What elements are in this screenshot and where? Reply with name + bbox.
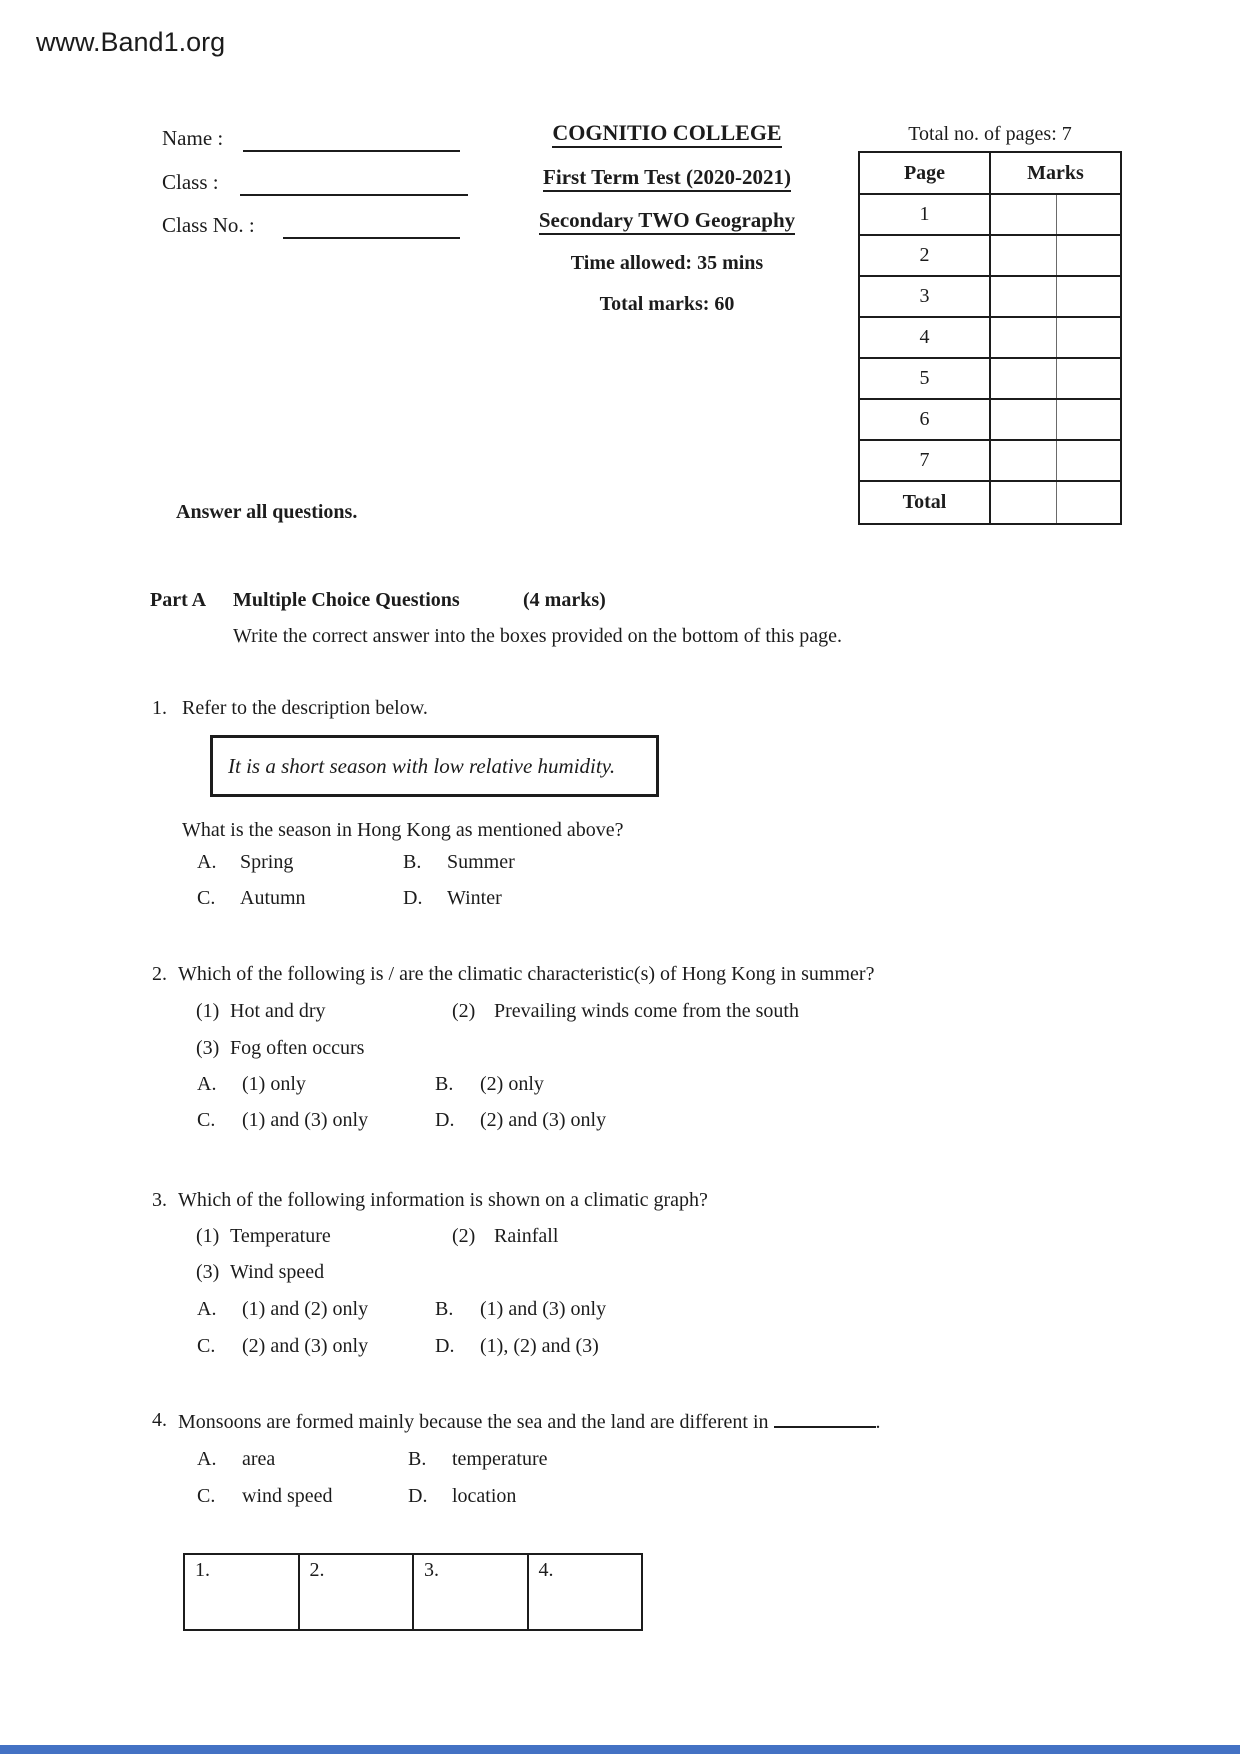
subject-title-text: Secondary TWO Geography xyxy=(539,208,795,235)
subject-title xyxy=(487,208,847,233)
q2-number: 2. xyxy=(152,963,167,985)
q1-option-a-label: A. xyxy=(197,851,217,873)
marks-column-header: Marks xyxy=(990,152,1121,194)
q2-option-d-label: D. xyxy=(435,1109,455,1131)
q2-option-d-text: (2) and (3) only xyxy=(480,1109,607,1131)
q4-option-b-text: temperature xyxy=(452,1448,548,1470)
page-number: 6 xyxy=(859,399,990,440)
page-column-header: Page xyxy=(859,152,990,194)
test-title-text: First Term Test (2020-2021) xyxy=(543,165,791,192)
part-a-title: Multiple Choice Questions xyxy=(233,589,460,611)
mc-answer-cell-label: 2. xyxy=(309,1559,325,1581)
marks-cell-page-5[interactable] xyxy=(990,358,1121,399)
total-pages: Total no. of pages: 7 xyxy=(908,123,1072,145)
college-title xyxy=(487,120,847,146)
marks-cell-page-4[interactable] xyxy=(990,317,1121,358)
q2-option-c-text: (1) and (3) only xyxy=(242,1109,369,1131)
name-label: Name : xyxy=(162,126,224,150)
mc-answer-cell-4[interactable] xyxy=(528,1554,643,1630)
q3-option-b-text: (1) and (3) only xyxy=(480,1298,607,1320)
q3-number: 3. xyxy=(152,1189,167,1211)
q3-text: Which of the following information is shown on a climatic graph? xyxy=(178,1189,708,1211)
q4-option-c-label: C. xyxy=(197,1485,216,1507)
q1-question: What is the season in Hong Kong as mentioned above? xyxy=(182,819,624,841)
table-row xyxy=(859,358,1121,399)
q3-option-a-text: (1) and (2) only xyxy=(242,1298,369,1320)
page-number: 5 xyxy=(859,358,990,399)
college-title-text: COGNITIO COLLEGE xyxy=(552,120,781,148)
page-number: 2 xyxy=(859,235,990,276)
q1-option-a-text: Spring xyxy=(240,851,294,873)
q2-item-3-text: Fog often occurs xyxy=(230,1037,365,1059)
answer-all-note: Answer all questions. xyxy=(176,501,358,523)
class-no-input-line[interactable] xyxy=(283,213,460,239)
mc-answer-cell-3[interactable] xyxy=(413,1554,528,1630)
mc-answer-cell-label: 3. xyxy=(424,1559,439,1581)
total-marks: Total marks: 60 xyxy=(599,293,735,315)
watermark-text: www.Band1.org xyxy=(36,27,226,57)
total-label: Total xyxy=(859,481,990,524)
mc-answer-cell-label: 1. xyxy=(195,1559,210,1581)
mc-answer-cell-1[interactable] xyxy=(184,1554,299,1630)
table-row xyxy=(859,317,1121,358)
marks-cell-total[interactable] xyxy=(990,481,1121,524)
part-a-marks: (4 marks) xyxy=(523,589,606,611)
table-row xyxy=(859,399,1121,440)
q3-item-2-label: (2) xyxy=(452,1225,476,1247)
q4-blank-line[interactable] xyxy=(774,1408,876,1428)
page-number: 4 xyxy=(859,317,990,358)
q3-option-a-label: A. xyxy=(197,1298,217,1320)
q3-item-3-label: (3) xyxy=(196,1261,220,1283)
table-row xyxy=(859,235,1121,276)
part-a-instruction: Write the correct answer into the boxes provided on the bottom of this page. xyxy=(233,625,843,647)
q4-option-a-label: A. xyxy=(197,1448,217,1470)
marks-cell-page-6[interactable] xyxy=(990,399,1121,440)
marks-cell-page-1[interactable] xyxy=(990,194,1121,235)
q4-option-d-text: location xyxy=(452,1485,517,1507)
page-number: 1 xyxy=(859,194,990,235)
q1-description-box xyxy=(210,735,659,797)
q3-item-1-label: (1) xyxy=(196,1225,220,1247)
marks-table xyxy=(858,151,1122,525)
q1-option-c-text: Autumn xyxy=(240,887,306,909)
q3-option-d-label: D. xyxy=(435,1335,455,1357)
q3-option-c-label: C. xyxy=(197,1335,216,1357)
q3-item-3-text: Wind speed xyxy=(230,1261,325,1283)
q4-line xyxy=(178,1408,881,1434)
q1-text: Refer to the description below. xyxy=(182,697,428,719)
q1-option-b-label: B. xyxy=(403,851,422,873)
footer-bar xyxy=(0,1745,1240,1754)
time-allowed: Time allowed: 35 mins xyxy=(570,252,764,274)
q4-option-b-label: B. xyxy=(408,1448,427,1470)
q3-item-1-text: Temperature xyxy=(230,1225,331,1247)
mc-answer-row xyxy=(184,1554,642,1630)
q1-option-d-label: D. xyxy=(403,887,423,909)
q4-text: Monsoons are formed mainly because the sea and the land are different in xyxy=(178,1411,769,1433)
q1-option-c-label: C. xyxy=(197,887,216,909)
q2-text: Which of the following is / are the climatic characteristic(s) of Hong Kong in summer? xyxy=(178,963,875,985)
table-row xyxy=(859,194,1121,235)
marks-table-header-row xyxy=(859,152,1121,194)
q2-option-a-text: (1) only xyxy=(242,1073,306,1095)
class-label: Class : xyxy=(162,170,219,194)
q4-suffix: . xyxy=(875,1411,881,1433)
table-row-total xyxy=(859,481,1121,524)
q2-item-1-text: Hot and dry xyxy=(230,1000,326,1022)
q2-item-3-label: (3) xyxy=(196,1037,220,1059)
class-no-label: Class No. : xyxy=(162,213,255,237)
table-row xyxy=(859,440,1121,481)
q3-item-2-text: Rainfall xyxy=(494,1225,559,1247)
q2-item-2-text: Prevailing winds come from the south xyxy=(494,1000,799,1022)
mc-answer-table xyxy=(183,1553,643,1631)
q1-description-text: It is a short season with low relative humidity. xyxy=(228,753,616,778)
q4-number: 4. xyxy=(152,1409,167,1431)
mc-answer-cell-2[interactable] xyxy=(299,1554,414,1630)
marks-cell-page-3[interactable] xyxy=(990,276,1121,317)
q2-option-b-text: (2) only xyxy=(480,1073,544,1095)
page-number: 3 xyxy=(859,276,990,317)
q3-option-d-text: (1), (2) and (3) xyxy=(480,1335,599,1357)
q4-option-d-label: D. xyxy=(408,1485,428,1507)
q4-option-c-text: wind speed xyxy=(242,1485,333,1507)
part-a-label: Part A xyxy=(150,589,207,611)
q2-option-b-label: B. xyxy=(435,1073,454,1095)
q3-option-c-text: (2) and (3) only xyxy=(242,1335,369,1357)
q2-option-a-label: A. xyxy=(197,1073,217,1095)
q3-option-b-label: B. xyxy=(435,1298,454,1320)
q2-option-c-label: C. xyxy=(197,1109,216,1131)
q4-option-a-text: area xyxy=(242,1448,276,1470)
q1-option-d-text: Winter xyxy=(447,887,502,909)
test-title xyxy=(487,165,847,190)
marks-cell-page-2[interactable] xyxy=(990,235,1121,276)
q2-item-1-label: (1) xyxy=(196,1000,220,1022)
class-input-line[interactable] xyxy=(240,170,468,196)
q1-number: 1. xyxy=(152,697,167,719)
page-number: 7 xyxy=(859,440,990,481)
q1-option-b-text: Summer xyxy=(447,851,515,873)
q2-item-2-label: (2) xyxy=(452,1000,476,1022)
mc-answer-cell-label: 4. xyxy=(538,1559,554,1581)
marks-cell-page-7[interactable] xyxy=(990,440,1121,481)
table-row xyxy=(859,276,1121,317)
name-input-line[interactable] xyxy=(243,126,460,152)
